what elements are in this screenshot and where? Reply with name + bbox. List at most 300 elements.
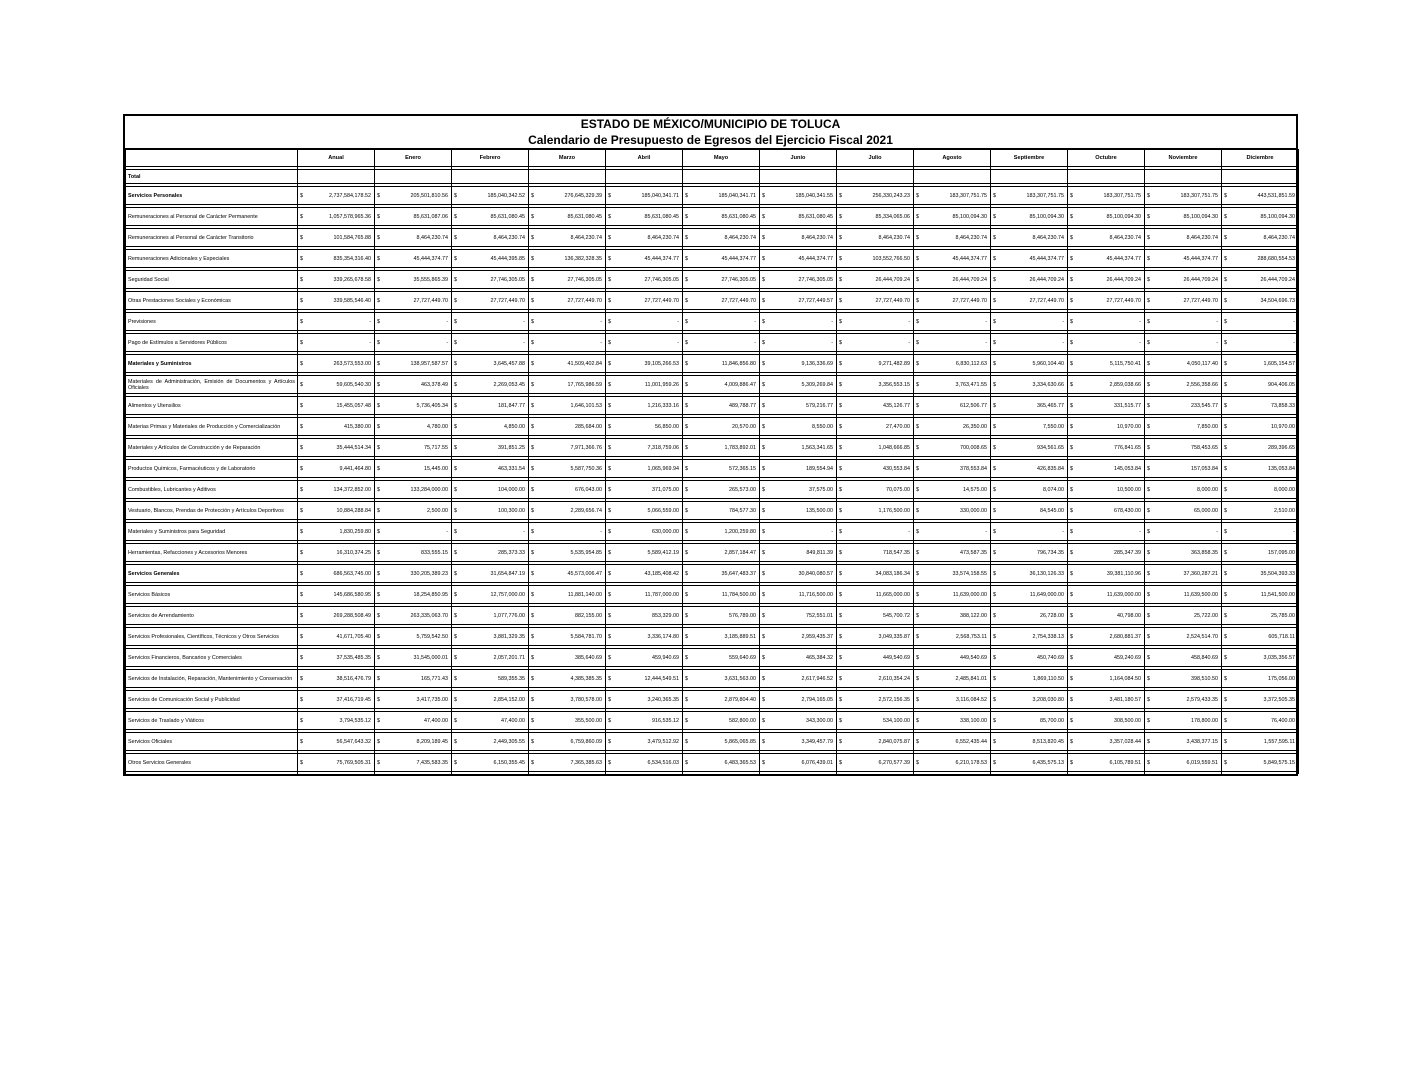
currency-symbol: $ <box>685 696 688 703</box>
amount: 285,373.33 <box>498 549 525 556</box>
value-cell <box>683 439 760 457</box>
spacer-cell <box>452 772 529 775</box>
currency-symbol: $ <box>608 486 611 493</box>
value-cell <box>298 628 375 646</box>
currency-symbol: $ <box>839 192 842 199</box>
value-cell <box>1068 250 1145 268</box>
currency-symbol: $ <box>685 633 688 640</box>
currency-symbol: $ <box>454 528 457 535</box>
value-cell <box>1145 544 1222 562</box>
value-cell <box>375 208 452 226</box>
sheet-subtitle: Calendario de Presupuesto de Egresos del Ejercicio Fiscal 2021 <box>528 133 893 147</box>
value-cell <box>1145 670 1222 688</box>
amount: 8,464,230.74 <box>570 234 602 241</box>
currency-symbol: $ <box>993 234 996 241</box>
amount: 289,396.65 <box>1268 444 1295 451</box>
currency-symbol: $ <box>839 381 842 388</box>
table-row <box>126 271 1299 289</box>
amount: 1,057,578,965.36 <box>329 213 371 220</box>
amount: 27,746,305.05 <box>798 276 833 283</box>
amount: 183,307,751.75 <box>1103 192 1141 199</box>
value-cell <box>1145 733 1222 751</box>
amount: 45,444,374.77 <box>1029 255 1064 262</box>
amount: 101,584,765.88 <box>333 234 371 241</box>
value-cell <box>1222 208 1299 226</box>
currency-symbol: $ <box>1147 297 1150 304</box>
currency-symbol: $ <box>300 696 303 703</box>
currency-symbol: $ <box>454 486 457 493</box>
amount: 365,465.77 <box>1037 402 1064 409</box>
spacer-cell <box>126 772 298 775</box>
value-cell <box>606 376 683 394</box>
currency-symbol: $ <box>839 213 842 220</box>
value-cell <box>760 439 837 457</box>
amount: - <box>831 339 833 346</box>
amount: 26,444,709.24 <box>1029 276 1064 283</box>
amount: 833,555.15 <box>421 549 448 556</box>
currency-symbol: $ <box>993 738 996 745</box>
value-cell <box>914 208 991 226</box>
amount: 73,858.33 <box>1271 402 1295 409</box>
currency-symbol: $ <box>685 402 688 409</box>
amount: 263,573,553.00 <box>333 360 371 367</box>
amount: 752,551.01 <box>806 612 833 619</box>
amount: 3,372,505.35 <box>1263 696 1295 703</box>
currency-symbol: $ <box>916 360 919 367</box>
amount: - <box>523 528 525 535</box>
value-cell <box>452 649 529 667</box>
value-cell <box>1145 523 1222 541</box>
amount: 489,788.77 <box>729 402 756 409</box>
value-cell <box>1145 628 1222 646</box>
currency-symbol: $ <box>377 675 380 682</box>
currency-symbol: $ <box>916 381 919 388</box>
currency-symbol: $ <box>1224 654 1227 661</box>
value-cell <box>1145 502 1222 520</box>
currency-symbol: $ <box>1224 738 1227 745</box>
currency-symbol: $ <box>377 570 380 577</box>
amount: 6,830,112.63 <box>955 360 987 367</box>
currency-symbol: $ <box>1224 612 1227 619</box>
value-cell <box>1068 565 1145 583</box>
amount: 26,444,709.24 <box>1106 276 1141 283</box>
value-cell <box>1145 355 1222 373</box>
value-cell <box>298 502 375 520</box>
amount: 165,771.43 <box>421 675 448 682</box>
row-concept: Materias Primas y Materiales de Producción y Comercialización <box>126 418 298 436</box>
amount: 7,318,759.06 <box>647 444 679 451</box>
currency-symbol: $ <box>762 633 765 640</box>
amount: 5,849,575.15 <box>1263 759 1295 766</box>
column-header: Anual <box>298 150 375 167</box>
amount: 45,444,395.85 <box>490 255 525 262</box>
amount: 76,400.00 <box>1271 717 1295 724</box>
total-cell <box>1145 170 1222 184</box>
amount: 355,500.00 <box>575 717 602 724</box>
value-cell <box>837 607 914 625</box>
amount: - <box>1293 339 1295 346</box>
spacer-cell <box>760 772 837 775</box>
value-cell <box>1222 649 1299 667</box>
amount: 6,483,365.53 <box>724 759 756 766</box>
amount: 11,001,959.26 <box>644 381 679 388</box>
currency-symbol: $ <box>1224 360 1227 367</box>
amount: - <box>1139 528 1141 535</box>
currency-symbol: $ <box>454 213 457 220</box>
value-cell <box>991 439 1068 457</box>
currency-symbol: $ <box>993 360 996 367</box>
amount: 65,000.00 <box>1194 507 1218 514</box>
currency-symbol: $ <box>1147 528 1150 535</box>
value-cell <box>914 544 991 562</box>
value-cell <box>298 313 375 331</box>
amount: 27,727,449.70 <box>1029 297 1064 304</box>
currency-symbol: $ <box>608 423 611 430</box>
currency-symbol: $ <box>1224 423 1227 430</box>
amount: - <box>1216 339 1218 346</box>
value-cell <box>298 271 375 289</box>
row-concept: Materiales y Suministros para Seguridad <box>126 523 298 541</box>
value-cell <box>1145 271 1222 289</box>
value-cell <box>529 397 606 415</box>
value-cell <box>1145 397 1222 415</box>
row-concept: Productos Químicos, Farmacéuticos y de Laboratorio <box>126 460 298 478</box>
value-cell <box>606 628 683 646</box>
value-cell <box>529 376 606 394</box>
value-cell <box>914 733 991 751</box>
currency-symbol: $ <box>1147 255 1150 262</box>
row-concept: Servicios Básicos <box>126 586 298 604</box>
value-cell <box>1222 712 1299 730</box>
value-cell <box>683 397 760 415</box>
currency-symbol: $ <box>1070 549 1073 556</box>
value-cell <box>606 565 683 583</box>
currency-symbol: $ <box>839 612 842 619</box>
currency-symbol: $ <box>608 591 611 598</box>
currency-symbol: $ <box>454 444 457 451</box>
amount: 835,354,316.40 <box>333 255 371 262</box>
currency-symbol: $ <box>531 276 534 283</box>
amount: 385,640.69 <box>575 654 602 661</box>
amount: 605,718.11 <box>1268 633 1295 640</box>
value-cell <box>1145 418 1222 436</box>
amount: 34,504,696.73 <box>1260 297 1295 304</box>
amount: 27,746,305.05 <box>490 276 525 283</box>
amount: 676,043.00 <box>575 486 602 493</box>
amount: 11,665,000.00 <box>875 591 910 598</box>
currency-symbol: $ <box>993 465 996 472</box>
value-cell <box>1068 733 1145 751</box>
currency-symbol: $ <box>1224 549 1227 556</box>
currency-symbol: $ <box>1070 402 1073 409</box>
value-cell <box>914 670 991 688</box>
value-cell <box>1068 187 1145 205</box>
currency-symbol: $ <box>916 297 919 304</box>
value-cell <box>375 418 452 436</box>
amount: 6,552,435.44 <box>955 738 987 745</box>
currency-symbol: $ <box>762 717 765 724</box>
value-cell <box>375 439 452 457</box>
total-cell <box>837 170 914 184</box>
amount: 11,846,856.80 <box>721 360 756 367</box>
value-cell <box>991 187 1068 205</box>
currency-symbol: $ <box>1070 360 1073 367</box>
currency-symbol: $ <box>377 759 380 766</box>
budget-sheet <box>123 114 1298 776</box>
currency-symbol: $ <box>762 675 765 682</box>
amount: 6,270,577.39 <box>878 759 910 766</box>
amount: 7,850.00 <box>1197 423 1218 430</box>
column-header: Febrero <box>452 150 529 167</box>
value-cell <box>1068 313 1145 331</box>
currency-symbol: $ <box>916 402 919 409</box>
value-cell <box>452 418 529 436</box>
value-cell <box>683 628 760 646</box>
amount: 181,847.77 <box>498 402 525 409</box>
currency-symbol: $ <box>1147 696 1150 703</box>
currency-symbol: $ <box>608 654 611 661</box>
value-cell <box>298 292 375 310</box>
currency-symbol: $ <box>839 423 842 430</box>
amount: 388,122.00 <box>960 612 987 619</box>
amount: - <box>831 528 833 535</box>
amount: 1,200,259.80 <box>724 528 756 535</box>
value-cell <box>914 523 991 541</box>
currency-symbol: $ <box>1070 339 1073 346</box>
amount: 3,794,535.12 <box>339 717 371 724</box>
value-cell <box>1222 502 1299 520</box>
value-cell <box>1222 313 1299 331</box>
amount: 288,680,554.53 <box>1257 255 1295 262</box>
value-cell <box>683 607 760 625</box>
amount: 11,639,000.00 <box>952 591 987 598</box>
amount: - <box>523 318 525 325</box>
currency-symbol: $ <box>916 633 919 640</box>
value-cell <box>452 187 529 205</box>
value-cell <box>991 691 1068 709</box>
value-cell <box>760 397 837 415</box>
amount: 276,645,329.39 <box>564 192 602 199</box>
currency-symbol: $ <box>916 738 919 745</box>
amount: 2,572,156.35 <box>878 696 910 703</box>
currency-symbol: $ <box>608 297 611 304</box>
value-cell <box>375 460 452 478</box>
amount: 2,854,152.00 <box>493 696 525 703</box>
table-row <box>126 502 1299 520</box>
currency-symbol: $ <box>685 318 688 325</box>
amount: 233,545.77 <box>1191 402 1218 409</box>
currency-symbol: $ <box>685 612 688 619</box>
table-row <box>126 229 1299 247</box>
amount: 7,550.00 <box>1043 423 1064 430</box>
value-cell <box>452 334 529 352</box>
amount: 35,444,514.34 <box>336 444 371 451</box>
amount: 776,841.65 <box>1114 444 1141 451</box>
value-cell <box>1222 628 1299 646</box>
value-cell <box>1068 292 1145 310</box>
currency-symbol: $ <box>1224 255 1227 262</box>
amount: - <box>369 339 371 346</box>
currency-symbol: $ <box>531 528 534 535</box>
value-cell <box>375 607 452 625</box>
amount: 39,381,110.96 <box>1106 570 1141 577</box>
currency-symbol: $ <box>300 717 303 724</box>
currency-symbol: $ <box>531 759 534 766</box>
currency-symbol: $ <box>762 570 765 577</box>
currency-symbol: $ <box>1224 675 1227 682</box>
value-cell <box>760 250 837 268</box>
value-cell <box>1222 187 1299 205</box>
column-header: Julio <box>837 150 914 167</box>
column-header: Enero <box>375 150 452 167</box>
currency-symbol: $ <box>1070 486 1073 493</box>
value-cell <box>375 397 452 415</box>
currency-symbol: $ <box>300 675 303 682</box>
currency-symbol: $ <box>377 192 380 199</box>
column-header: Noviembre <box>1145 150 1222 167</box>
currency-symbol: $ <box>916 276 919 283</box>
amount: 8,464,230.74 <box>1263 234 1295 241</box>
value-cell <box>1222 250 1299 268</box>
currency-symbol: $ <box>531 507 534 514</box>
currency-symbol: $ <box>1147 654 1150 661</box>
amount: 579,216.77 <box>806 402 833 409</box>
currency-symbol: $ <box>377 297 380 304</box>
value-cell <box>452 355 529 373</box>
currency-symbol: $ <box>916 234 919 241</box>
currency-symbol: $ <box>1147 381 1150 388</box>
value-cell <box>375 754 452 772</box>
row-concept: Servicios Financieros, Bancarios y Comerciales <box>126 649 298 667</box>
currency-symbol: $ <box>1070 255 1073 262</box>
value-cell <box>1068 628 1145 646</box>
value-cell <box>1222 292 1299 310</box>
value-cell <box>452 502 529 520</box>
currency-symbol: $ <box>1070 633 1073 640</box>
currency-symbol: $ <box>300 570 303 577</box>
amount: 39,105,266.53 <box>644 360 679 367</box>
value-cell <box>606 355 683 373</box>
value-cell <box>606 439 683 457</box>
value-cell <box>298 691 375 709</box>
amount: 9,136,336.69 <box>801 360 833 367</box>
amount: 37,360,287.21 <box>1183 570 1218 577</box>
amount: - <box>908 528 910 535</box>
currency-symbol: $ <box>1224 381 1227 388</box>
amount: 14,575.00 <box>963 486 987 493</box>
value-cell <box>606 733 683 751</box>
currency-symbol: $ <box>685 738 688 745</box>
amount: - <box>985 528 987 535</box>
currency-symbol: $ <box>608 465 611 472</box>
currency-symbol: $ <box>1224 234 1227 241</box>
value-cell <box>760 544 837 562</box>
currency-symbol: $ <box>685 717 688 724</box>
column-header: Septiembre <box>991 150 1068 167</box>
currency-symbol: $ <box>1070 234 1073 241</box>
currency-symbol: $ <box>916 213 919 220</box>
value-cell <box>452 292 529 310</box>
currency-symbol: $ <box>300 276 303 283</box>
value-cell <box>837 565 914 583</box>
value-cell <box>529 313 606 331</box>
currency-symbol: $ <box>839 738 842 745</box>
value-cell <box>529 439 606 457</box>
value-cell <box>760 670 837 688</box>
amount: 26,444,709.24 <box>952 276 987 283</box>
currency-symbol: $ <box>1070 717 1073 724</box>
amount: 3,438,377.15 <box>1186 738 1218 745</box>
currency-symbol: $ <box>685 255 688 262</box>
currency-symbol: $ <box>1224 759 1227 766</box>
currency-symbol: $ <box>1224 507 1227 514</box>
value-cell <box>760 754 837 772</box>
value-cell <box>529 502 606 520</box>
amount: - <box>523 339 525 346</box>
column-header: Diciembre <box>1222 150 1299 167</box>
currency-symbol: $ <box>454 591 457 598</box>
currency-symbol: $ <box>685 591 688 598</box>
amount: 6,759,860.09 <box>570 738 602 745</box>
value-cell <box>760 355 837 373</box>
value-cell <box>298 712 375 730</box>
amount: 35,555,865.39 <box>413 276 448 283</box>
amount: 157,053.84 <box>1191 465 1218 472</box>
currency-symbol: $ <box>1147 507 1150 514</box>
currency-symbol: $ <box>839 507 842 514</box>
value-cell <box>1068 397 1145 415</box>
value-cell <box>1068 334 1145 352</box>
value-cell <box>375 334 452 352</box>
currency-symbol: $ <box>300 633 303 640</box>
value-cell <box>683 292 760 310</box>
table-row <box>126 376 1299 394</box>
value-cell <box>298 607 375 625</box>
value-cell <box>452 607 529 625</box>
table-row <box>126 418 1299 436</box>
amount: 3,479,512.92 <box>647 738 679 745</box>
amount: 2,859,038.66 <box>1109 381 1141 388</box>
currency-symbol: $ <box>454 339 457 346</box>
table-row <box>126 313 1299 331</box>
value-cell <box>606 586 683 604</box>
amount: 6,534,516.03 <box>647 759 679 766</box>
amount: 12,757,000.00 <box>490 591 525 598</box>
value-cell <box>760 712 837 730</box>
total-cell <box>1222 170 1299 184</box>
amount: 8,464,230.74 <box>1186 234 1218 241</box>
amount: - <box>1062 528 1064 535</box>
value-cell <box>1145 607 1222 625</box>
currency-symbol: $ <box>685 339 688 346</box>
currency-symbol: $ <box>531 696 534 703</box>
currency-symbol: $ <box>1070 276 1073 283</box>
value-cell <box>298 208 375 226</box>
currency-symbol: $ <box>377 528 380 535</box>
currency-symbol: $ <box>993 213 996 220</box>
currency-symbol: $ <box>839 486 842 493</box>
currency-symbol: $ <box>762 381 765 388</box>
amount: 5,589,412.19 <box>647 549 679 556</box>
currency-symbol: $ <box>454 549 457 556</box>
currency-symbol: $ <box>454 297 457 304</box>
currency-symbol: $ <box>685 507 688 514</box>
currency-symbol: $ <box>993 402 996 409</box>
value-cell <box>837 544 914 562</box>
value-cell <box>375 628 452 646</box>
value-cell <box>914 628 991 646</box>
total-cell <box>914 170 991 184</box>
